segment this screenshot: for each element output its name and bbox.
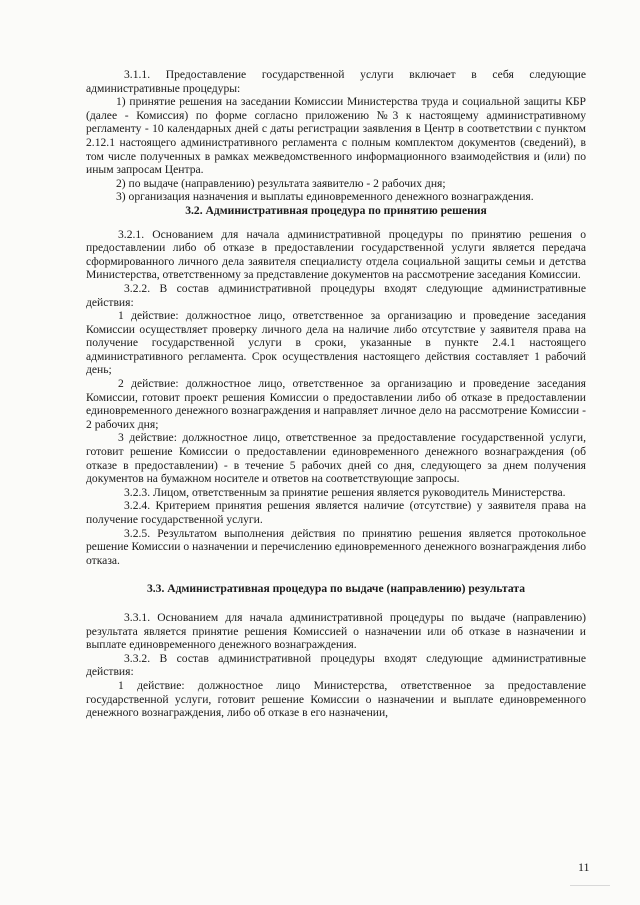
paragraph: 3 действие: должностное лицо, ответственное за предоставление государственной услуги, готовит решение Комиссии о предоставлении единовременного денежного вознаграждения (об отказе в предоставлении) - в течение 5 рабочих дней со дня, следующего за днем получения документов на бумажном носителе и ответов на соответствующие запросы.: [86, 431, 586, 486]
section-heading: 3.2. Административная процедура по принятию решения: [185, 203, 487, 217]
paragraph: 3.3.2. В состав административной процедуры входят следующие административные действия:: [86, 651, 586, 679]
paragraph: 3.1.1. Предоставление государственной услуги включает в себя следующие административные процедуры:: [86, 68, 586, 95]
paragraph: 3.2.3. Лицом, ответственным за принятие решения является руководитель Министерства.: [124, 485, 566, 499]
paragraph: 3) организация назначения и выплаты единовременного денежного вознаграждения.: [116, 190, 534, 204]
paragraph: 1 действие: должностное лицо Министерства, ответственное за предоставление государственной услуги, готовит решение Комиссии о назначении и выплате единовременного денежного вознаграждения, либо об отказе в его назначении,: [86, 678, 586, 720]
page-number: 11: [578, 860, 590, 874]
paragraph: 2 действие: должностное лицо, ответственное за организацию и проведение заседания Комиссии, готовит проект решения Комиссии о предоставлении либо об отказе в предоставлении единовременного денежного вознаграждения и направляет личное дело на рассмотрение Комиссии - 2 рабочих дня;: [86, 377, 586, 431]
footer-rule: [570, 885, 610, 886]
paragraph: 3.2.2. В состав административной процедуры входят следующие административные действия:: [86, 281, 586, 309]
paragraph: 3.2.4. Критерием принятия решения является наличие (отсутствие) у заявителя права на получение государственной услуги.: [86, 499, 586, 526]
paragraph: 1 действие: должностное лицо, ответственное за организацию и проведение заседания Комиссии осуществляет проверку личного дела на наличие либо отсутствие у заявителя права на получение государственной услуги в сроки, указанные в пункте 2.4.1 настоящего административного регламента. Срок осуществления настоящего действия составляет 1 рабочий день;: [86, 309, 586, 377]
paragraph: 3.2.1. Основанием для начала административной процедуры по принятию решения о предоставлении либо об отказе в предоставлении государственной услуги является передача сформированного личного дела заявителя специалисту отдела социальной защиты семьи и детства Министерства, ответственному за представление документов на рассмотрение заседания Комиссии.: [86, 227, 586, 282]
paragraph: 3.2.5. Результатом выполнения действия по принятию решения является протокольное решение Комиссии о назначении и перечислению единовременного денежного вознаграждения либо отказа.: [86, 526, 586, 567]
paragraph: 2) по выдаче (направлению) результата заявителю - 2 рабочих дня;: [116, 176, 446, 190]
document-body: [86, 68, 586, 720]
section-heading: 3.3. Административная процедура по выдаче (направлению) результата: [146, 582, 526, 596]
paragraph: 3.3.1. Основанием для начала административной процедуры по выдаче (направлению) результата является принятие решения Комиссией о назначении или об отказе в назначении и выплате единовременного денежного вознаграждения.: [86, 610, 586, 652]
paragraph: 1) принятие решения на заседании Комиссии Министерства труда и социальной защиты КБР (далее - Комиссия) по форме согласно приложению №3 к настоящему административному регламенту - 10 календарных дней с даты регистрации заявления в Центр в соответствии с пунктом 2.12.1 настоящего административного регламента с полным комплектом документов (сведений), в том числе полученных в рамках межведомственного информационного взаимодействия и (или) по иным запросам Центра.: [86, 95, 586, 177]
